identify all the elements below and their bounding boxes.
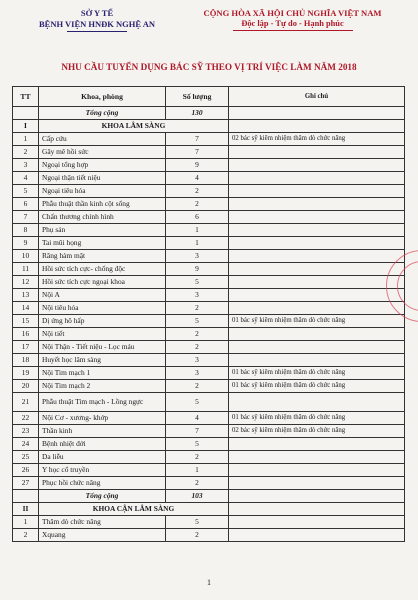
table-row bbox=[13, 211, 405, 224]
row-note: 02 bác sỹ kiêm nhiệm thăm dò chức năng bbox=[229, 425, 405, 438]
row-quantity: 2 bbox=[166, 198, 229, 211]
row-number: 23 bbox=[13, 425, 39, 438]
table-row bbox=[13, 529, 405, 542]
row-quantity: 5 bbox=[166, 438, 229, 451]
row-note bbox=[229, 211, 405, 224]
table-row bbox=[13, 328, 405, 341]
header-right-rule bbox=[233, 30, 353, 31]
row-quantity: 3 bbox=[166, 289, 229, 302]
row-department: Nội Tim mạch 2 bbox=[39, 380, 166, 393]
row-note bbox=[229, 341, 405, 354]
row-quantity: 3 bbox=[166, 250, 229, 263]
row-number: 5 bbox=[13, 185, 39, 198]
row-department: Gây mê hồi sức bbox=[39, 146, 166, 159]
row-number: 26 bbox=[13, 464, 39, 477]
table-row bbox=[13, 412, 405, 425]
row-department: Ngoại tổng hợp bbox=[39, 159, 166, 172]
col-header-name: Khoa, phòng bbox=[39, 87, 166, 107]
table-row bbox=[13, 250, 405, 263]
row-department: Nội Cơ - xương- khớp bbox=[39, 412, 166, 425]
recruitment-table bbox=[12, 86, 405, 542]
row-number: 3 bbox=[13, 159, 39, 172]
row-number: 8 bbox=[13, 224, 39, 237]
header-left-rule bbox=[67, 31, 127, 32]
row-department: Nội A bbox=[39, 289, 166, 302]
department-name: SỞ Y TẾ bbox=[80, 8, 114, 18]
row-department: Thần kinh bbox=[39, 425, 166, 438]
row-department: Phụ sản bbox=[39, 224, 166, 237]
row-quantity: 2 bbox=[166, 477, 229, 490]
row-quantity: 3 bbox=[166, 367, 229, 380]
section-title: KHOA CẬN LÂM SÀNG bbox=[39, 503, 229, 516]
row-note bbox=[229, 237, 405, 250]
row-number: 25 bbox=[13, 451, 39, 464]
table-row bbox=[13, 198, 405, 211]
row-note bbox=[229, 516, 405, 529]
table-row bbox=[13, 224, 405, 237]
row-number: 16 bbox=[13, 328, 39, 341]
row-department: Ngoại thận tiết niệu bbox=[39, 172, 166, 185]
row-quantity: 9 bbox=[166, 263, 229, 276]
table-row bbox=[13, 367, 405, 380]
section-row-paraclinical bbox=[13, 503, 405, 516]
section-roman: I bbox=[13, 120, 39, 133]
row-department: Cấp cứu bbox=[39, 133, 166, 146]
row-quantity: 2 bbox=[166, 302, 229, 315]
row-note bbox=[229, 146, 405, 159]
row-note bbox=[229, 276, 405, 289]
row-department: Phục hồi chức năng bbox=[39, 477, 166, 490]
row-note bbox=[229, 302, 405, 315]
row-number: 6 bbox=[13, 198, 39, 211]
row-note bbox=[229, 328, 405, 341]
row-department: Nội Thận - Tiết niệu - Lọc máu bbox=[39, 341, 166, 354]
section-roman: II bbox=[13, 503, 39, 516]
table-row bbox=[13, 263, 405, 276]
table-header-row bbox=[13, 87, 405, 107]
grand-total-row bbox=[13, 107, 405, 120]
row-note bbox=[229, 198, 405, 211]
row-note bbox=[229, 529, 405, 542]
row-quantity: 6 bbox=[166, 211, 229, 224]
row-quantity: 1 bbox=[166, 224, 229, 237]
row-quantity: 2 bbox=[166, 529, 229, 542]
row-number: 1 bbox=[13, 516, 39, 529]
subtotal-label: Tổng cộng bbox=[39, 490, 166, 503]
row-number: 14 bbox=[13, 302, 39, 315]
row-note bbox=[229, 464, 405, 477]
table-row bbox=[13, 341, 405, 354]
row-note: 01 bác sỹ kiêm nhiệm thăm dò chức năng bbox=[229, 367, 405, 380]
col-header-note: Ghi chú bbox=[229, 87, 405, 107]
row-quantity: 2 bbox=[166, 380, 229, 393]
row-quantity: 7 bbox=[166, 133, 229, 146]
row-note bbox=[229, 185, 405, 198]
row-department: Tai mũi họng bbox=[39, 237, 166, 250]
row-note: 01 bác sỹ kiêm nhiệm thăm dò chức năng bbox=[229, 380, 405, 393]
row-department: Phẫu thuật Tim mạch - Lồng ngực bbox=[39, 393, 166, 412]
row-note bbox=[229, 477, 405, 490]
row-note: 01 bác sỹ kiêm nhiệm thăm dò chức năng bbox=[229, 412, 405, 425]
motto: Độc lập - Tự do - Hạnh phúc bbox=[241, 19, 344, 28]
table-row bbox=[13, 185, 405, 198]
row-department: Hồi sức tích cực ngoại khoa bbox=[39, 276, 166, 289]
table-row bbox=[13, 172, 405, 185]
table-row bbox=[13, 146, 405, 159]
row-number: 17 bbox=[13, 341, 39, 354]
row-note bbox=[229, 224, 405, 237]
col-header-qty: Số lượng bbox=[166, 87, 229, 107]
row-quantity: 5 bbox=[166, 393, 229, 412]
table-row bbox=[13, 451, 405, 464]
hospital-name: BỆNH VIỆN HNĐK NGHỆ AN bbox=[38, 19, 156, 29]
col-header-tt: TT bbox=[13, 87, 39, 107]
table-row bbox=[13, 302, 405, 315]
row-number: 12 bbox=[13, 276, 39, 289]
table-row bbox=[13, 237, 405, 250]
row-note: 01 bác sỹ kiêm nhiệm thăm dò chức năng bbox=[229, 315, 405, 328]
section-row-clinical bbox=[13, 120, 405, 133]
grand-total-qty: 130 bbox=[166, 107, 229, 120]
row-quantity: 7 bbox=[166, 425, 229, 438]
grand-total-label: Tổng cộng bbox=[39, 107, 166, 120]
row-department: Răng hàm mặt bbox=[39, 250, 166, 263]
row-number: 11 bbox=[13, 263, 39, 276]
row-department: Y học cổ truyền bbox=[39, 464, 166, 477]
row-note bbox=[229, 438, 405, 451]
row-number: 2 bbox=[13, 146, 39, 159]
table-body bbox=[13, 107, 405, 542]
row-note bbox=[229, 263, 405, 276]
row-note bbox=[229, 451, 405, 464]
row-quantity: 7 bbox=[166, 146, 229, 159]
row-note bbox=[229, 250, 405, 263]
row-department: Chấn thương chỉnh hình bbox=[39, 211, 166, 224]
row-number: 1 bbox=[13, 133, 39, 146]
row-number: 9 bbox=[13, 237, 39, 250]
table-row bbox=[13, 315, 405, 328]
row-note bbox=[229, 354, 405, 367]
row-number: 27 bbox=[13, 477, 39, 490]
row-department: Huyết học lâm sàng bbox=[39, 354, 166, 367]
row-quantity: 4 bbox=[166, 412, 229, 425]
row-number: 19 bbox=[13, 367, 39, 380]
row-number: 4 bbox=[13, 172, 39, 185]
row-number: 7 bbox=[13, 211, 39, 224]
row-department: Hồi sức tích cực- chống độc bbox=[39, 263, 166, 276]
row-number: 18 bbox=[13, 354, 39, 367]
row-quantity: 5 bbox=[166, 516, 229, 529]
row-department: Nội tiêu hóa bbox=[39, 302, 166, 315]
table-row bbox=[13, 133, 405, 146]
row-quantity: 5 bbox=[166, 315, 229, 328]
row-department: Nội tiết bbox=[39, 328, 166, 341]
row-note bbox=[229, 289, 405, 302]
table-row bbox=[13, 276, 405, 289]
row-quantity: 1 bbox=[166, 464, 229, 477]
row-number: 2 bbox=[13, 529, 39, 542]
row-quantity: 4 bbox=[166, 172, 229, 185]
row-note bbox=[229, 393, 405, 412]
table-row bbox=[13, 438, 405, 451]
table-row bbox=[13, 464, 405, 477]
table-row bbox=[13, 516, 405, 529]
row-department: Thăm dò chức năng bbox=[39, 516, 166, 529]
row-number: 21 bbox=[13, 393, 39, 412]
row-quantity: 2 bbox=[166, 341, 229, 354]
row-department: Phẫu thuật thần kinh cột sống bbox=[39, 198, 166, 211]
table-row bbox=[13, 289, 405, 302]
row-quantity: 2 bbox=[166, 185, 229, 198]
row-quantity: 1 bbox=[166, 237, 229, 250]
row-quantity: 2 bbox=[166, 328, 229, 341]
subtotal-qty: 103 bbox=[166, 490, 229, 503]
row-quantity: 5 bbox=[166, 276, 229, 289]
row-number: 13 bbox=[13, 289, 39, 302]
row-department: Nội Tim mạch 1 bbox=[39, 367, 166, 380]
row-quantity: 2 bbox=[166, 451, 229, 464]
table-row bbox=[13, 393, 405, 412]
section-title: KHOA LÂM SÀNG bbox=[39, 120, 229, 133]
row-number: 22 bbox=[13, 412, 39, 425]
row-note bbox=[229, 159, 405, 172]
row-department: Bệnh nhiệt đới bbox=[39, 438, 166, 451]
row-department: Dị ứng hô hấp bbox=[39, 315, 166, 328]
country-name: CỘNG HÒA XÃ HỘI CHỦ NGHĨA VIỆT NAM bbox=[203, 8, 382, 18]
row-note: 02 bác sỹ kiêm nhiệm thăm dò chức năng bbox=[229, 133, 405, 146]
subtotal-row-clinical bbox=[13, 490, 405, 503]
row-number: 10 bbox=[13, 250, 39, 263]
row-number: 20 bbox=[13, 380, 39, 393]
row-number: 24 bbox=[13, 438, 39, 451]
header-national-motto bbox=[190, 8, 395, 31]
table-row bbox=[13, 159, 405, 172]
row-department: Ngoại tiêu hóa bbox=[39, 185, 166, 198]
table-row bbox=[13, 354, 405, 367]
table-row bbox=[13, 425, 405, 438]
row-department: Xquang bbox=[39, 529, 166, 542]
row-quantity: 3 bbox=[166, 354, 229, 367]
table-row bbox=[13, 380, 405, 393]
row-department: Da liễu bbox=[39, 451, 166, 464]
document-title: NHU CẦU TUYỂN DỤNG BÁC SỸ THEO VỊ TRÍ VIỆC LÀM NĂM 2018 bbox=[61, 62, 357, 72]
row-quantity: 9 bbox=[166, 159, 229, 172]
row-number: 15 bbox=[13, 315, 39, 328]
row-note bbox=[229, 172, 405, 185]
table-row bbox=[13, 477, 405, 490]
header-organization bbox=[22, 8, 172, 32]
page-number: 1 bbox=[207, 578, 211, 587]
